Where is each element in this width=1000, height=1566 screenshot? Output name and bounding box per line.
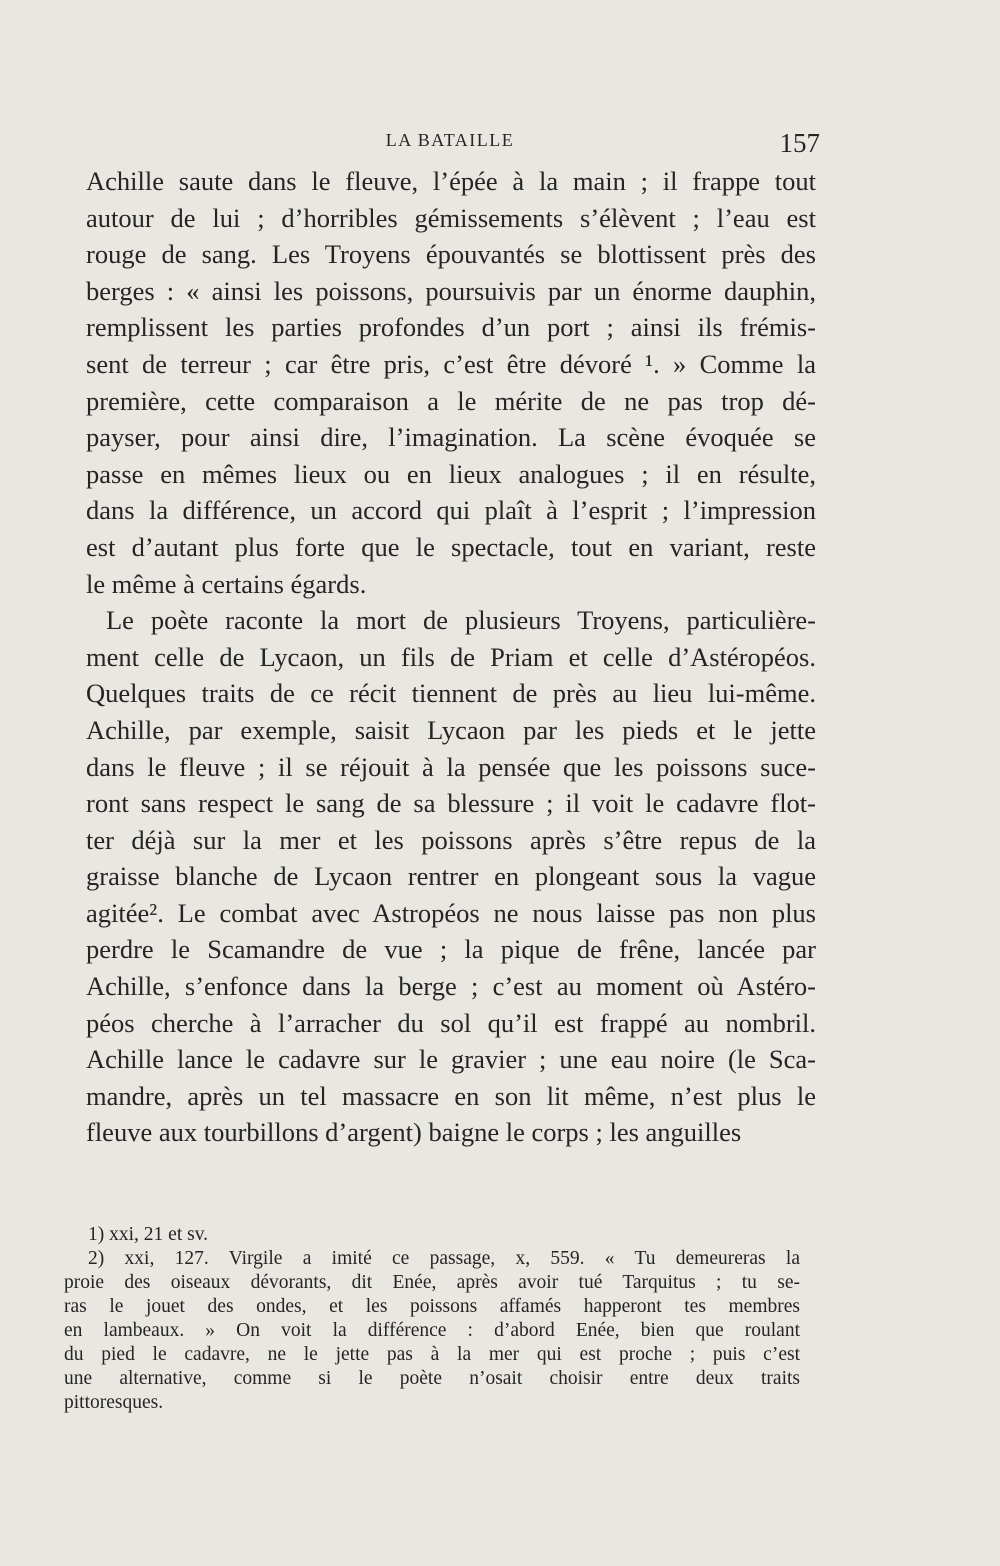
text-line: passe en mêmes lieux ou en lieux analogues ; il en résulte, bbox=[86, 458, 816, 489]
text-line: remplissent les parties profondes d’un port ; ainsi ils frémis- bbox=[86, 312, 816, 343]
body-text bbox=[86, 163, 816, 1151]
text-line: sent de terreur ; car être pris, c’est être dévoré ¹. » Comme la bbox=[86, 348, 816, 379]
text-line: payser, pour ainsi dire, l’imagination. La scène évoquée se bbox=[86, 422, 816, 453]
text-line: première, cette comparaison a le mérite de ne pas trop dé- bbox=[86, 385, 816, 416]
text-line: mandre, après un tel massacre en son lit même, n’est plus le bbox=[86, 1080, 816, 1111]
text-line: Achille, s’enfonce dans la berge ; c’est au moment où Astéro- bbox=[86, 971, 816, 1002]
text-line: rouge de sang. Les Troyens épouvantés se blottissent près des bbox=[86, 239, 816, 270]
text-line: ter déjà sur la mer et les poissons après s’être repus de la bbox=[86, 824, 816, 855]
text-line: Achille, par exemple, saisit Lycaon par les pieds et le jette bbox=[86, 714, 816, 745]
text-line: Achille lance le cadavre sur le gravier ; une eau noire (le Sca- bbox=[86, 1044, 816, 1075]
paragraph bbox=[86, 602, 816, 1151]
text-line: berges : « ainsi les poissons, poursuivis par un énorme dauphin, bbox=[86, 275, 816, 306]
footnote-line: 1) xxi, 21 et sv. bbox=[88, 1224, 209, 1245]
footnote-line: pittoresques. bbox=[64, 1392, 164, 1413]
text-line: autour de lui ; d’horribles gémissements s’élèvent ; l’eau est bbox=[86, 202, 816, 233]
paragraph bbox=[86, 163, 816, 602]
text-line: Le poète raconte la mort de plusieurs Troyens, particulière- bbox=[106, 605, 816, 636]
footnote-line: ras le jouet des ondes, et les poissons affamés happeront tes membres bbox=[64, 1296, 800, 1317]
footnote-line: une alternative, comme si le poète n’osait choisir entre deux traits bbox=[64, 1368, 800, 1389]
text-line: Achille saute dans le fleuve, l’épée à la main ; il frappe tout bbox=[86, 166, 816, 196]
text-line: agitée². Le combat avec Astropéos ne nous laisse pas non plus bbox=[86, 897, 816, 928]
text-line: graisse blanche de Lycaon rentrer en plongeant sous la vague bbox=[86, 861, 816, 892]
footnote bbox=[64, 1223, 800, 1247]
page-number: 157 bbox=[779, 128, 820, 158]
footnote bbox=[64, 1247, 800, 1415]
footnote-line: proie des oiseaux dévorants, dit Enée, après avoir tué Tarquitus ; tu se- bbox=[64, 1272, 800, 1293]
text-line: ment celle de Lycaon, un fils de Priam et celle d’Astéropéos. bbox=[86, 641, 816, 672]
running-head: LA BATAILLE bbox=[385, 130, 515, 150]
text-line: fleuve aux tourbillons d’argent) baigne le corps ; les anguilles bbox=[86, 1117, 742, 1148]
text-line: le même à certains égards. bbox=[86, 568, 367, 599]
text-line: est d’autant plus forte que le spectacle, tout en variant, reste bbox=[86, 531, 816, 562]
text-line: dans le fleuve ; il se réjouit à la pensée que les poissons suce- bbox=[86, 751, 816, 782]
text-line: Quelques traits de ce récit tiennent de près au lieu lui-même. bbox=[86, 678, 816, 709]
footnote-line: du pied le cadavre, ne le jette pas à la mer qui est proche ; puis c’est bbox=[64, 1344, 800, 1365]
text-line: ront sans respect le sang de sa blessure ; il voit le cadavre flot- bbox=[86, 788, 816, 819]
text-line: péos cherche à l’arracher du sol qu’il est frappé au nombril. bbox=[86, 1007, 816, 1038]
footnote-line: 2) xxi, 127. Virgile a imité ce passage, x, 559. « Tu demeureras la bbox=[88, 1248, 800, 1269]
text-line: perdre le Scamandre de vue ; la pique de frêne, lancée par bbox=[86, 934, 816, 965]
text-line: dans la différence, un accord qui plaît à l’esprit ; l’impression bbox=[86, 495, 816, 526]
footnote-line: en lambeaux. » On voit la différence : d’abord Enée, bien que roulant bbox=[64, 1320, 800, 1341]
footnotes bbox=[64, 1223, 800, 1415]
